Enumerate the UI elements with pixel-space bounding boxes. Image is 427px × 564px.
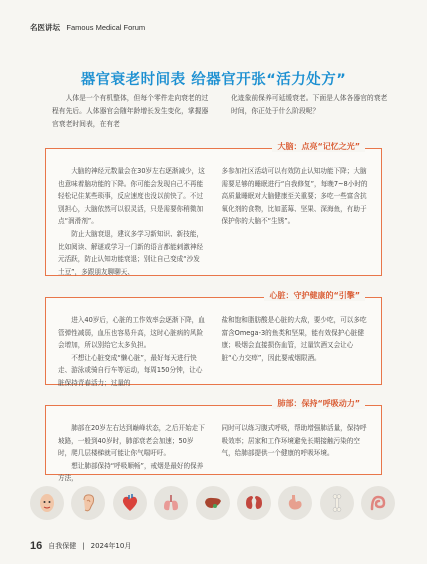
intro-paragraph: [52, 92, 392, 131]
organ-icon-row: [30, 486, 395, 520]
section-heart-paragraph: 盐和饱和脂肪酸是心脏的大敌，要少吃，可以多吃富含Omega-3的鱼类和坚果，能有效保护心脏健康；吸烟会直接损伤血管，过量饮酒又会让心脏“心力交瘁”，因此要戒烟限酒。: [221, 316, 367, 362]
column-name-cn: 名医讲坛: [30, 23, 60, 32]
section-heart-paragraph: 进入40岁后，心脏的工作效率会逐渐下降，血管弹性减弱，血压也容易升高，这时心脏病的风险会增加，所以别给它太多负担。: [58, 316, 205, 350]
heart-icon: [113, 486, 147, 520]
intro-left-text: 人体是一个有机整体，但每个零件走向衰老的过程有先后。人体器官会随年龄增长发生变化，掌握器官衰老时间表，在有老: [52, 94, 209, 128]
page-footer: [30, 540, 131, 552]
issue-date: 2024年10月: [90, 542, 132, 550]
section-heart-title: 心脏：守护健康的“引擎”: [264, 290, 365, 301]
section-brain: [45, 142, 382, 276]
bone-icon: [320, 486, 354, 520]
magazine-name: 自我保健: [48, 542, 77, 550]
article-title: 器官衰老时间表 给器官开张“活力处方”: [80, 72, 347, 88]
column-header: [30, 22, 145, 33]
section-heart: [45, 291, 382, 387]
section-brain-title: 大脑：点亮“记忆之光”: [272, 141, 365, 152]
page-number: 16: [30, 540, 43, 552]
ear-icon: [71, 486, 105, 520]
footer-divider: |: [82, 542, 85, 550]
lungs-icon: [154, 486, 188, 520]
section-lungs: [45, 399, 382, 483]
section-lungs-paragraph: 同时可以练习腹式呼吸，帮助增强肺活量，保持呼吸效率；居家和工作环境避免长期接触污染的空气，给肺部提供一个健康的呼吸环境。: [221, 424, 367, 458]
intro-right-text: 化迹象前保养可延缓衰老。下面是人体各器官的衰老时间，你正处于什么阶段呢？: [231, 94, 388, 115]
kidney-icon: [237, 486, 271, 520]
section-lungs-title: 肺部：保持“呼吸动力”: [272, 398, 365, 409]
section-brain-paragraph: 防止大脑衰退，建议多学习新知识、新技能，比如阅读、解谜或学习一门新的语言都能刺激神经元活跃，防止认知功能衰退；别让自己变成“沙发土豆”，多跟朋友聊聊天、: [58, 229, 204, 276]
section-brain-paragraph: 大脑的神经元数量会在30岁左右逐渐减少，这也意味着脑功能的下降。你可能会发现自己不再能轻松记住某些琐事，反应速度也没以前快了。不过别担心，大脑依然可以很灵活，只是需要你稍微加点“润滑剂”。: [58, 167, 205, 226]
intestine-icon: [361, 486, 395, 520]
section-heart-paragraph: 不想让心脏变成“懒心脏”，最好每天进行快走、游泳或骑自行车等运动，每周150分钟，让心脏保持青春活力；过量的: [58, 353, 203, 387]
face-icon: [30, 486, 64, 520]
stomach-icon: [278, 486, 312, 520]
liver-icon: [196, 486, 230, 520]
section-brain-paragraph: 多参加社区活动可以有效防止认知功能下降；大脑需要足够的睡眠进行“自我修复”，每晚7~8小时的高质量睡眠对大脑健康至关重要；多吃一些富含抗氧化剂的食物，比如蓝莓、坚果、深海鱼，有助于保护你的大脑不“生锈”。: [221, 167, 368, 226]
section-lungs-paragraph: 想让肺部保持“呼吸顺畅”，戒烟是最好的保养方法，: [58, 461, 204, 483]
column-name-en: Famous Medical Forum: [66, 23, 146, 32]
section-lungs-paragraph: 肺部在20岁左右达到巅峰状态，之后开始走下坡路，一般到40岁时，肺部衰老会加速；50岁时，爬几层楼梯就可能让你气喘吁吁。: [58, 424, 205, 458]
